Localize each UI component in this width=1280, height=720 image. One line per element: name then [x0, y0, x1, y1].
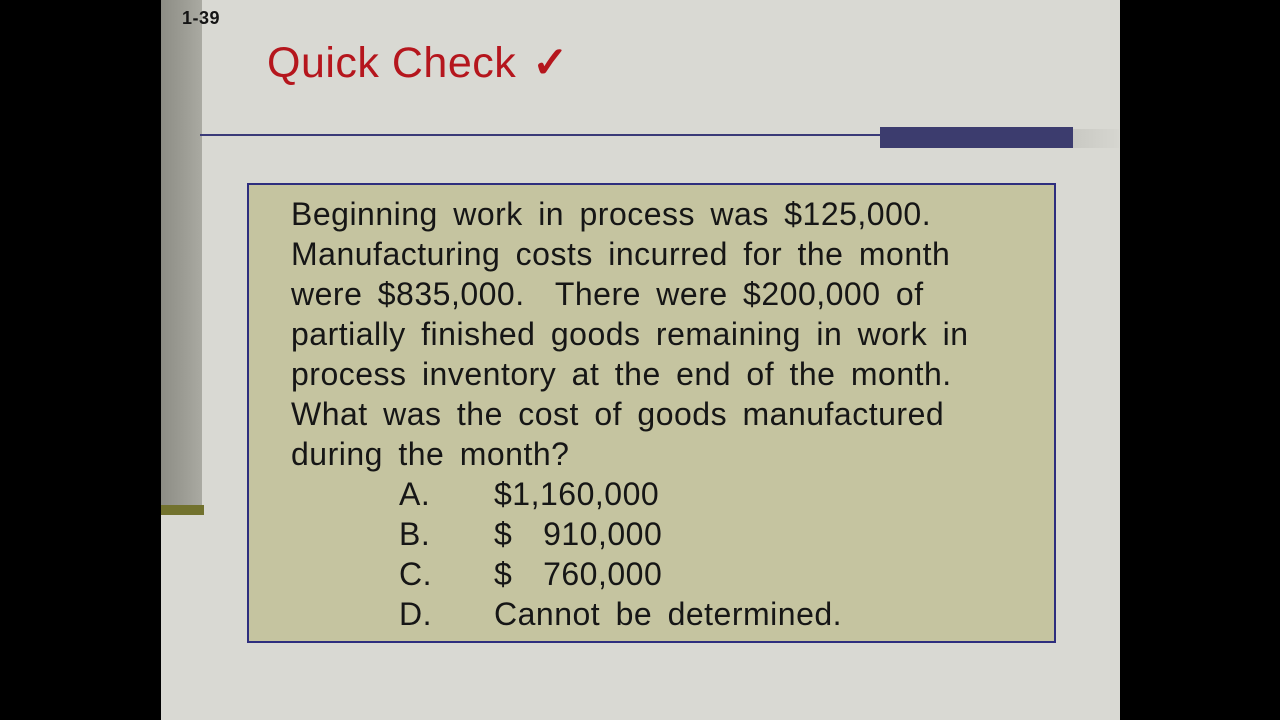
slide-accent-bar [161, 0, 202, 505]
question-text [249, 185, 1054, 634]
answer-value: $1,160,000 [494, 476, 660, 512]
question-line: process inventory at the end of the month. [291, 356, 952, 392]
question-line: Manufacturing costs incurred for the month [291, 236, 951, 272]
title-divider-block-ghost [1073, 129, 1119, 148]
letterbox-right [1120, 0, 1280, 720]
answer-option-c [291, 554, 1044, 594]
slide-number: 1-39 [182, 8, 221, 28]
answer-value: $ 910,000 [494, 516, 663, 552]
question-line: Beginning work in process was $125,000. [291, 196, 932, 232]
answer-option-b [291, 514, 1044, 554]
answer-option-d [291, 594, 1044, 634]
answer-option-a [291, 474, 1044, 514]
question-line: What was the cost of goods manufactured [291, 396, 945, 432]
answer-letter: B. [399, 516, 431, 552]
slide [161, 0, 1120, 720]
slide-title-text: Quick Check [267, 39, 517, 87]
slide-accent-bar-cap [161, 505, 204, 515]
checkmark-icon: ✓ [532, 39, 569, 87]
answer-value: $ 760,000 [494, 556, 663, 592]
letterbox-left [0, 0, 161, 720]
answer-letter: C. [399, 556, 432, 592]
question-line: during the month? [291, 436, 570, 472]
title-divider-block [880, 127, 1073, 148]
slide-title [267, 40, 569, 86]
answer-letter: A. [399, 476, 431, 512]
question-line: partially finished goods remaining in work in [291, 316, 969, 352]
question-line: were $835,000. There were $200,000 of [291, 276, 924, 312]
answer-value: Cannot be determined. [494, 596, 843, 632]
question-box [247, 183, 1056, 643]
answer-letter: D. [399, 596, 432, 632]
